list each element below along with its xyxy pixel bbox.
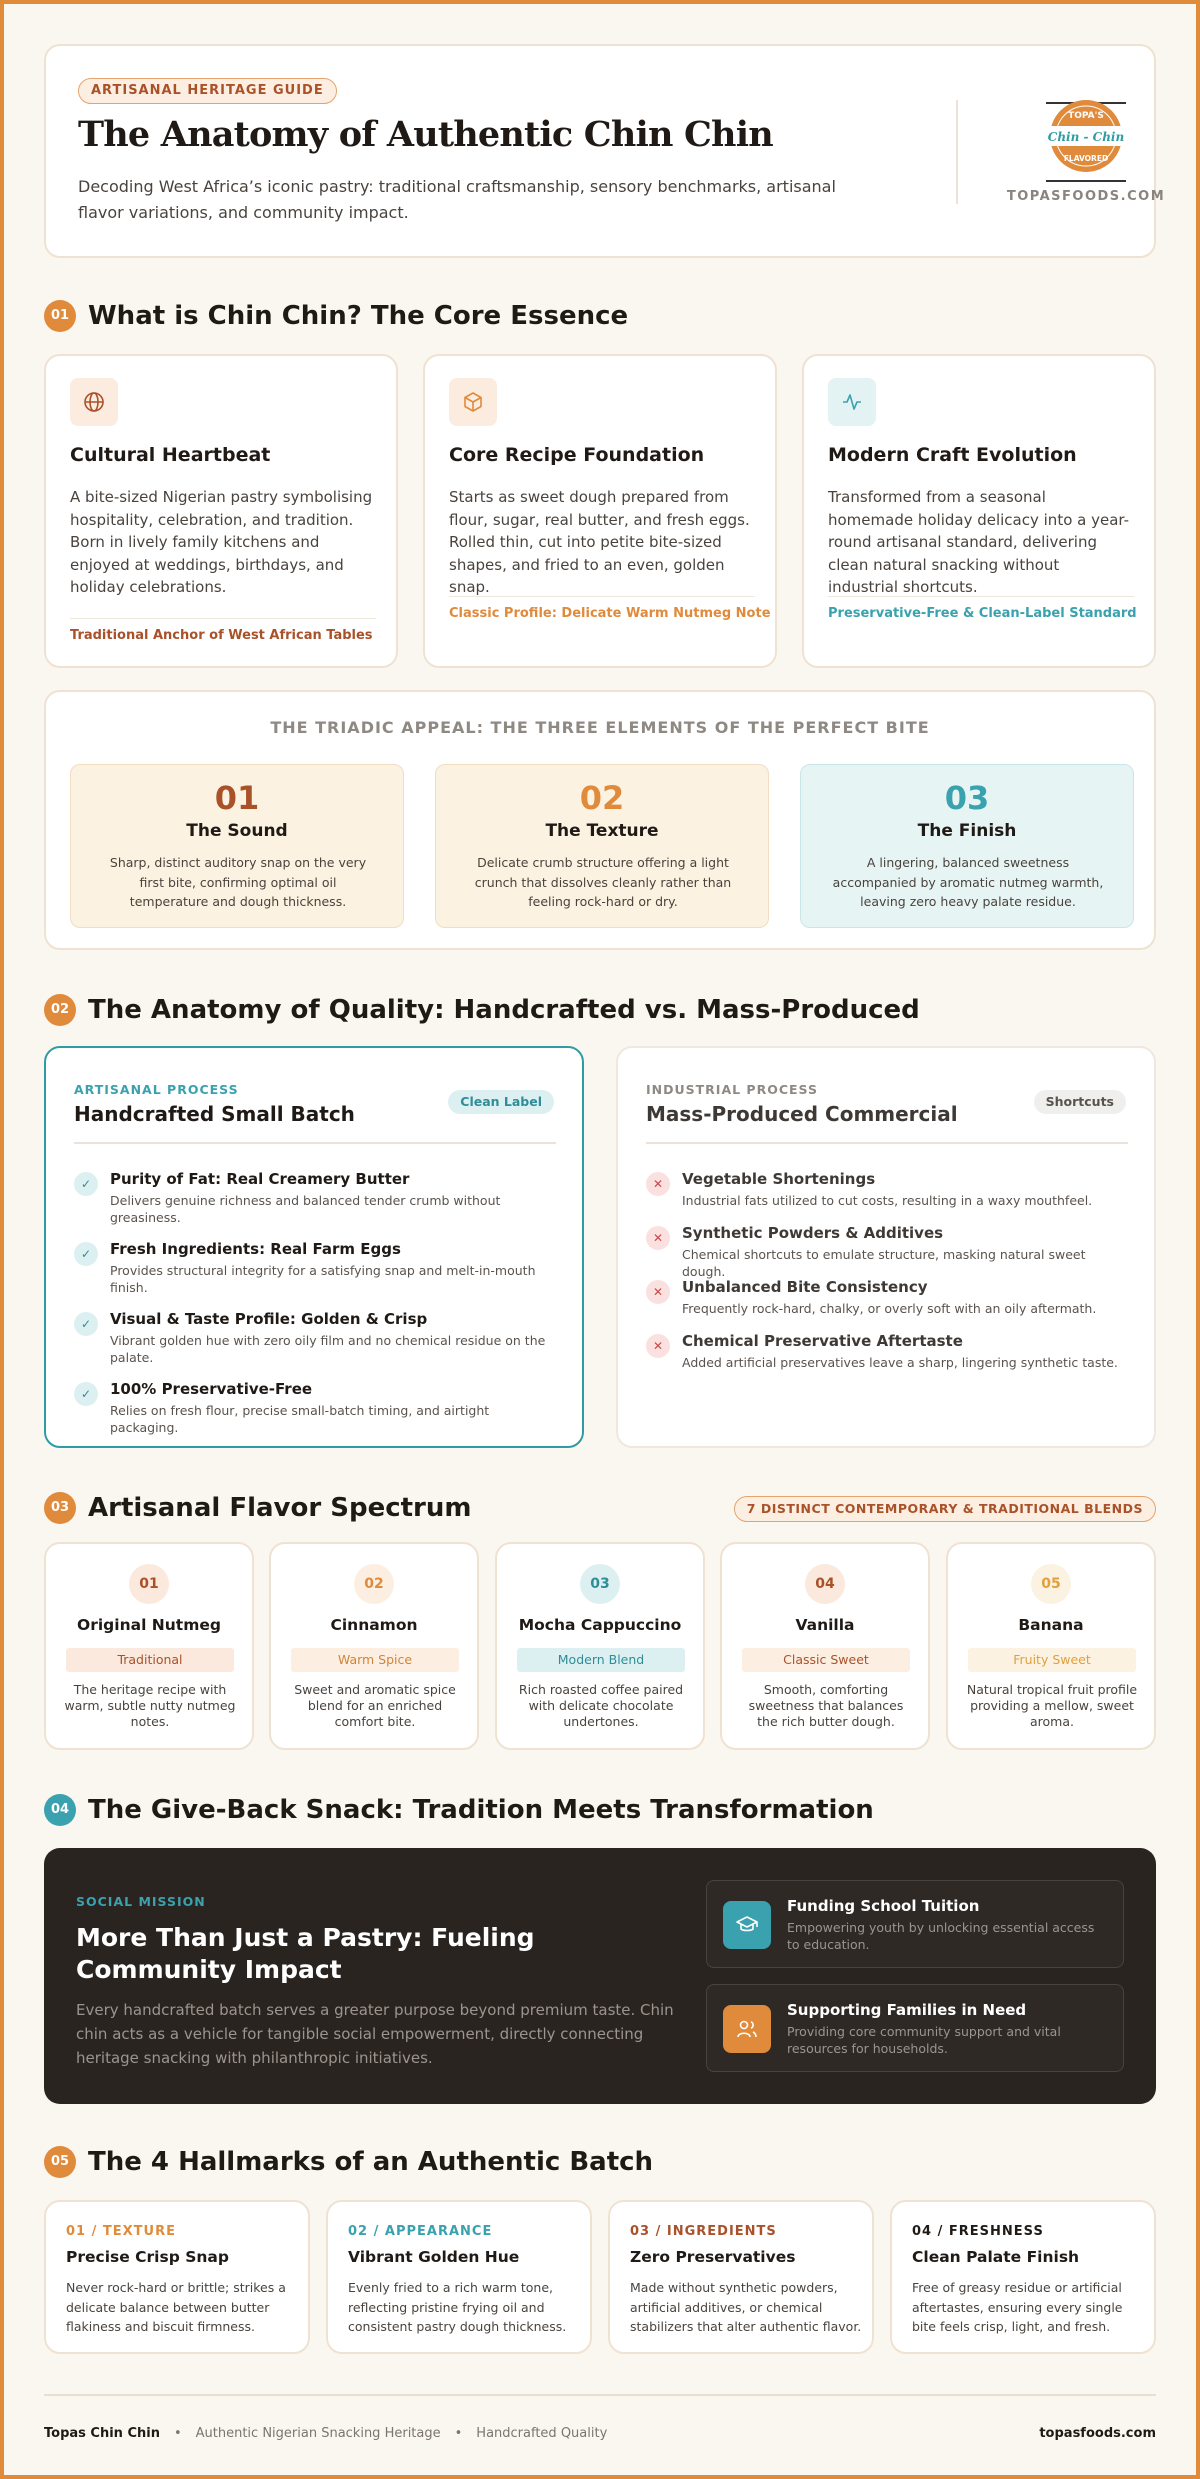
triadic-item-finish [800, 764, 1134, 928]
check-icon: ✓ [74, 1172, 98, 1196]
cross-icon: ✕ [646, 1334, 670, 1358]
flavor-number: 05 [1031, 1564, 1071, 1604]
section-number: 01 [44, 300, 76, 332]
section-title: What is Chin Chin? The Core Essence [88, 301, 629, 331]
hallmark-card [890, 2200, 1156, 2354]
triadic-number: 02 [579, 779, 625, 817]
flavor-name: Banana [1018, 1616, 1084, 1634]
flavor-number: 01 [129, 1564, 169, 1604]
hallmark-title: Vibrant Golden Hue [348, 2248, 520, 2266]
footer-item: Authentic Nigerian Snacking Heritage [195, 2426, 441, 2441]
card-title: Modern Craft Evolution [828, 444, 1077, 466]
flavor-card [269, 1542, 479, 1750]
mission-item-desc: Providing core community support and vital resources for households. [787, 2024, 1061, 2056]
quality-item-title: 100% Preservative-Free [110, 1380, 313, 1398]
graduation-cap-icon [723, 1901, 771, 1949]
cross-icon: ✕ [646, 1226, 670, 1250]
flavor-name: Original Nutmeg [77, 1616, 221, 1634]
quality-item-title: Synthetic Powders & Additives [682, 1224, 944, 1242]
heritage-guide-pill: ARTISANAL HERITAGE GUIDE [78, 78, 337, 104]
card-text: Starts as sweet dough prepared from flour, sugar, real butter, and fresh eggs. Rolled thin, cut into petite bite-sized shapes, and fried to an even, golden snap. [449, 488, 750, 596]
card-tag: Preservative-Free & Clean-Label Standard [828, 606, 1137, 621]
quality-item-title: Visual & Taste Profile: Golden & Crisp [110, 1310, 428, 1328]
page-title: The Anatomy of Authentic Chin Chin [78, 114, 773, 155]
section-number: 05 [44, 2146, 76, 2178]
flavor-text: The heritage recipe with warm, subtle nutty nutmeg notes. [64, 1682, 236, 1729]
flavor-name: Mocha Cappuccino [518, 1616, 682, 1634]
mission-text: Every handcrafted batch serves a greater purpose beyond premium taste. Chin chin acts as a vehicle for tangible social empowerment, directly connecting heritage snacking with philanthropic initiatives. [76, 2001, 674, 2067]
quality-item-title: Purity of Fat: Real Creamery Butter [110, 1170, 410, 1188]
section-title: The Give-Back Snack: Tradition Meets Transformation [88, 1795, 874, 1825]
footer [44, 2426, 1156, 2441]
process-divider [74, 1142, 556, 1144]
card-text: A bite-sized Nigerian pastry symbolising hospitality, celebration, and tradition. Born in lively family kitchens and enjoyed at weddings, birthdays, and holiday celebrations. [70, 488, 373, 596]
card-title: Cultural Heartbeat [70, 444, 271, 466]
process-label: INDUSTRIAL PROCESS [646, 1082, 819, 1097]
flavor-number: 04 [805, 1564, 845, 1604]
flavor-name: Cinnamon [330, 1616, 418, 1634]
card-divider [70, 618, 376, 619]
mission-item-title: Supporting Families in Need [787, 2001, 1027, 2019]
box-icon [449, 378, 497, 426]
triadic-number: 03 [944, 779, 990, 817]
artisanal-process-card [44, 1046, 584, 1448]
hallmark-label: 04 / FRESHNESS [912, 2224, 1044, 2239]
flavor-card [720, 1542, 930, 1750]
industrial-process-card [616, 1046, 1156, 1448]
hallmark-title: Clean Palate Finish [912, 2248, 1080, 2266]
flavor-number: 02 [354, 1564, 394, 1604]
hallmark-title: Zero Preservatives [630, 2248, 796, 2266]
triadic-text: A lingering, balanced sweetness accompanied by aromatic nutmeg warmth, leaving zero heavy palate residue. [832, 855, 1104, 909]
triadic-title: The Sound [186, 821, 288, 841]
hallmark-text: Never rock-hard or brittle; strikes a delicate balance between butter flakiness and biscuit firmness. [66, 2280, 286, 2334]
brand-url: TOPASFOODS.COM [1006, 189, 1166, 204]
quality-item-desc: Delivers genuine richness and balanced tender crumb without greasiness. [110, 1193, 501, 1225]
essence-card-recipe [423, 354, 777, 668]
quality-item-desc: Provides structural integrity for a satisfying snap and melt-in-mouth finish. [110, 1263, 536, 1295]
hallmark-text: Made without synthetic powders, artificial additives, or chemical stabilizers that alter authentic flavor. [630, 2280, 862, 2334]
triadic-heading: THE TRIADIC APPEAL: THE THREE ELEMENTS OF THE PERFECT BITE [270, 718, 930, 737]
quality-item-title: Unbalanced Bite Consistency [682, 1278, 928, 1296]
users-icon [723, 2005, 771, 2053]
essence-card-cultural [44, 354, 398, 668]
essence-card-modern [802, 354, 1156, 668]
triadic-appeal-card [44, 690, 1156, 950]
footer-divider [44, 2394, 1156, 2396]
card-title: Core Recipe Foundation [449, 444, 705, 466]
svg-text:FLAVORED: FLAVORED [1063, 154, 1109, 163]
flavor-text: Sweet and aromatic spice blend for an enriched comfort bite. [294, 1682, 456, 1729]
flavor-chip: Fruity Sweet [968, 1648, 1136, 1672]
triadic-number: 01 [214, 779, 260, 817]
flavor-card [495, 1542, 705, 1750]
process-label: ARTISANAL PROCESS [74, 1082, 239, 1097]
hallmark-label: 02 / APPEARANCE [348, 2224, 493, 2239]
cross-icon: ✕ [646, 1172, 670, 1196]
logo-rule-bottom [1046, 180, 1126, 182]
hallmark-card [44, 2200, 310, 2354]
hallmark-card [608, 2200, 874, 2354]
blends-count-badge: 7 DISTINCT CONTEMPORARY & TRADITIONAL BLENDS [734, 1496, 1156, 1522]
hallmark-label: 03 / INGREDIENTS [630, 2224, 777, 2239]
triadic-text: Delicate crumb structure offering a light crunch that dissolves cleanly rather than feeling rock-hard or dry. [474, 855, 732, 909]
mission-heading: More Than Just a Pastry: Fueling Community Impact [76, 1923, 535, 1984]
header-divider [956, 100, 958, 204]
flavor-text: Natural tropical fruit profile providing a mellow, sweet aroma. [966, 1682, 1138, 1729]
quality-item-desc: Vibrant golden hue with zero oily film and no chemical residue on the palate. [110, 1333, 546, 1365]
flavor-text: Smooth, comforting sweetness that balances the rich butter dough. [748, 1682, 904, 1729]
triadic-text: Sharp, distinct auditory snap on the very first bite, confirming optimal oil temperature and dough thickness. [109, 855, 367, 909]
card-tag: Traditional Anchor of West African Tables [70, 628, 373, 643]
mission-item-title: Funding School Tuition [787, 1897, 980, 1915]
section-title: The Anatomy of Quality: Handcrafted vs. Mass-Produced [88, 995, 920, 1025]
shortcuts-badge: Shortcuts [1034, 1090, 1126, 1114]
quality-item-desc: Frequently rock-hard, chalky, or overly soft with an oily aftermath. [682, 1301, 1097, 1316]
flavor-name: Vanilla [795, 1616, 855, 1634]
triadic-item-texture [435, 764, 769, 928]
quality-item-desc: Chemical shortcuts to emulate structure, masking natural sweet dough. [682, 1247, 1086, 1279]
flavor-text: Rich roasted coffee paired with delicate chocolate undertones. [518, 1682, 684, 1729]
cross-icon: ✕ [646, 1280, 670, 1304]
flavor-card [44, 1542, 254, 1750]
globe-icon [70, 378, 118, 426]
hallmark-text: Evenly fried to a rich warm tone, reflecting pristine frying oil and consistent pastry dough thickness. [348, 2280, 567, 2334]
check-icon: ✓ [74, 1312, 98, 1336]
mission-item-tuition [706, 1880, 1124, 1968]
process-title: Mass-Produced Commercial [646, 1102, 958, 1126]
check-icon: ✓ [74, 1382, 98, 1406]
flavor-chip: Classic Sweet [742, 1648, 910, 1672]
quality-item-title: Fresh Ingredients: Real Farm Eggs [110, 1240, 401, 1258]
social-mission-panel [44, 1848, 1156, 2104]
clean-label-badge: Clean Label [448, 1090, 554, 1114]
flavor-chip: Traditional [66, 1648, 234, 1672]
quality-item-desc: Relies on fresh flour, precise small-batch timing, and airtight packaging. [110, 1403, 490, 1435]
hallmark-card [326, 2200, 592, 2354]
brand-logo [1046, 96, 1126, 176]
hero-card [44, 44, 1166, 258]
hallmark-title: Precise Crisp Snap [66, 2248, 229, 2266]
process-title: Handcrafted Small Batch [74, 1102, 355, 1126]
quality-item-desc: Industrial fats utilized to cut costs, resulting in a waxy mouthfeel. [682, 1193, 1093, 1208]
flavor-card [946, 1542, 1156, 1750]
svg-text:TOPA'S: TOPA'S [1068, 111, 1104, 121]
svg-text:Chin - Chin: Chin - Chin [1047, 130, 1125, 144]
hallmark-text: Free of greasy residue or artificial aftertastes, ensuring every single bite feels crisp, light, and fresh. [912, 2280, 1123, 2334]
page-subtitle: Decoding West Africa’s iconic pastry: traditional craftsmanship, sensory benchmarks, artisanal flavor variations, and community impact. [78, 177, 836, 222]
triadic-title: The Finish [917, 821, 1017, 841]
mission-item-families [706, 1984, 1124, 2072]
mission-label: SOCIAL MISSION [76, 1894, 206, 1909]
pulse-icon [828, 378, 876, 426]
footer-brand: Topas Chin Chin [44, 2426, 160, 2441]
card-tag: Classic Profile: Delicate Warm Nutmeg Note [449, 606, 771, 621]
quality-item-title: Vegetable Shortenings [682, 1170, 876, 1188]
hallmark-label: 01 / TEXTURE [66, 2224, 176, 2239]
flavor-chip: Modern Blend [517, 1648, 685, 1672]
section-number: 04 [44, 1794, 76, 1826]
section-number: 02 [44, 994, 76, 1026]
card-divider [828, 596, 1134, 597]
section-number: 03 [44, 1492, 76, 1524]
card-text: Transformed from a seasonal homemade holiday delicacy into a year-round artisanal standard, delivering clean natural snacking without industrial shortcuts. [828, 488, 1130, 596]
footer-item: Handcrafted Quality [476, 2426, 608, 2441]
check-icon: ✓ [74, 1242, 98, 1266]
card-divider [449, 596, 755, 597]
triadic-item-sound [70, 764, 404, 928]
footer-separator: • [173, 2426, 182, 2441]
quality-item-title: Chemical Preservative Aftertaste [682, 1332, 963, 1350]
section-title: The 4 Hallmarks of an Authentic Batch [88, 2147, 654, 2177]
mission-item-desc: Empowering youth by unlocking essential access to education. [787, 1920, 1095, 1952]
process-divider [646, 1142, 1128, 1144]
flavor-number: 03 [580, 1564, 620, 1604]
triadic-title: The Texture [545, 821, 659, 841]
section-title: Artisanal Flavor Spectrum [88, 1493, 472, 1523]
footer-separator: • [454, 2426, 463, 2441]
footer-url[interactable]: topasfoods.com [1039, 2426, 1156, 2441]
quality-item-desc: Added artificial preservatives leave a sharp, lingering synthetic taste. [682, 1355, 1118, 1370]
flavor-chip: Warm Spice [291, 1648, 459, 1672]
